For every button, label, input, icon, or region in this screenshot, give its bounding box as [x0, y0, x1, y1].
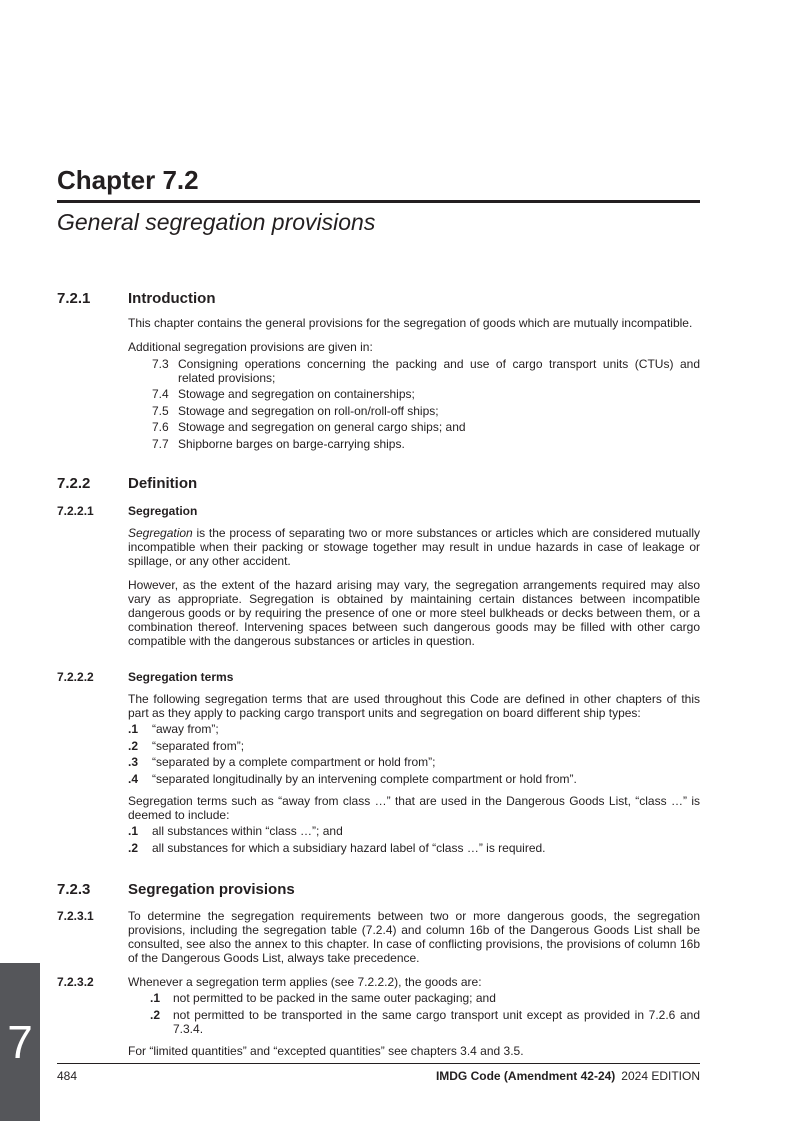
list-item [128, 739, 700, 753]
list-item [152, 420, 700, 434]
list-item-text: all substances for which a subsidiary hazard label of “class …” is required. [152, 840, 546, 855]
list-item-text: Stowage and segregation on roll-on/roll-off ships; [178, 403, 439, 418]
cross-reference-list [128, 357, 700, 451]
list-item-text: not permitted to be packed in the same outer packaging; and [173, 991, 496, 1005]
list-item-number: 7.6 [152, 420, 169, 434]
subsection-number: 7.2.3.2 [57, 974, 94, 989]
defined-term: Segregation [128, 525, 193, 540]
section-number: 7.2.1 [57, 290, 91, 307]
edition-title: IMDG Code (Amendment 42-24) [435, 1069, 616, 1083]
list-item [150, 1008, 700, 1036]
list-item [128, 755, 700, 769]
list-item [128, 841, 700, 855]
page-footer [57, 1069, 700, 1083]
list-item-number: .4 [128, 771, 139, 786]
subsection-number: 7.2.2.2 [57, 669, 94, 684]
list-item [128, 824, 700, 838]
paragraph: However, as the extent of the hazard arising may vary, the segregation arrangements required may also vary as appropriate. Segregation is obtained by maintaining certain distances between incompatible dangerous goods or by requiring the presence of one or more steel bulkheads or decks between them, or a combination thereof. Intervening spaces between such dangerous goods may be filled with other cargo compatible with the dangerous substances or articles in question. [128, 577, 700, 648]
part-7-side-tab [0, 963, 40, 1121]
page-number: 484 [57, 1069, 78, 1083]
list-item-number: 7.5 [152, 403, 169, 418]
list-item-text: “away from”; [152, 722, 219, 736]
list-item [128, 722, 700, 736]
list-item-text: Stowage and segregation on general cargo ships; and [178, 420, 466, 434]
list-item [150, 991, 700, 1005]
list-item-text: Consigning operations concerning the packing and use of cargo transport units (CTUs) and related provisions; [178, 356, 700, 385]
list-item-text: “separated by a complete compartment or hold from”; [152, 755, 436, 769]
segregation-terms-list [128, 722, 700, 786]
part-number: 7 [7, 1016, 33, 1068]
paragraph-text: is the process of separating two or more substances or articles which are considered mutually incompatible when their packing or stowage together may result in undue hazards in case of leakage or spillage, or any other accident. [128, 525, 700, 568]
list-item [128, 772, 700, 786]
chapter-title: Chapter 7.2 [57, 165, 199, 195]
list-item-number: .2 [128, 738, 139, 753]
paragraph [128, 526, 700, 568]
subsection-heading: Segregation [128, 503, 198, 518]
goods-restrictions-list [128, 991, 700, 1036]
section-heading: Segregation provisions [128, 880, 295, 898]
list-item-number: 7.4 [152, 387, 169, 401]
paragraph: The following segregation terms that are used throughout this Code are defined in other chapters of this part as they apply to packing cargo transport units and segregation on board different ship types: [128, 691, 700, 720]
paragraph: This chapter contains the general provisions for the segregation of goods which are mutually incompatible. [128, 316, 693, 330]
subsection-number: 7.2.3.1 [57, 908, 94, 923]
list-item-text: not permitted to be transported in the same cargo transport unit except as provided in 7.2.6 and 7.3.4. [173, 1007, 700, 1036]
list-item-number: .2 [150, 1007, 161, 1022]
paragraph: Segregation terms such as “away from class …” that are used in the Dangerous Goods List, “class …” is deemed to include: [128, 793, 700, 822]
chapter-subtitle: General segregation provisions [57, 209, 376, 235]
subsection-heading: Segregation terms [128, 669, 234, 684]
section-heading: Definition [128, 474, 198, 492]
list-item-text: all substances within “class …”; and [152, 824, 343, 838]
class-inclusion-list [128, 824, 700, 855]
list-item [152, 387, 700, 401]
list-item-number: 7.3 [152, 356, 169, 371]
section-7-2-3-2 [57, 975, 700, 1058]
list-item-text: “separated longitudinally by an intervening complete compartment or hold from”. [152, 771, 577, 786]
list-item [152, 404, 700, 418]
list-item-text: “separated from”; [152, 738, 245, 753]
list-item [152, 437, 700, 451]
edition-year: 2024 EDITION [621, 1069, 700, 1083]
list-item-number: 7.7 [152, 436, 169, 451]
subsection-number: 7.2.2.1 [57, 503, 94, 518]
list-item [152, 357, 700, 385]
list-item-text: Stowage and segregation on containerships; [178, 387, 415, 401]
paragraph: To determine the segregation requirements between two or more dangerous goods, the segregation provisions, including the segregation table (7.2.4) and column 16b of the Dangerous Goods List shall be consulted, see also the annex to this chapter. In case of conflicting provisions, the provisions of column 16b of the Dangerous Goods List, always take precedence. [128, 908, 700, 965]
section-number: 7.2.3 [57, 880, 91, 898]
section-7-2-2-1 [57, 504, 700, 648]
paragraph: For “limited quantities” and “excepted quantities” see chapters 3.4 and 3.5. [128, 1043, 524, 1058]
list-item-number: .1 [128, 722, 139, 736]
page-content [57, 0, 700, 1058]
list-item-number: .2 [128, 840, 139, 855]
footer-rule [57, 1063, 700, 1064]
section-7-2-3-1 [57, 909, 700, 965]
section-7-2-2-2 [57, 670, 700, 855]
section-7-2-3 [57, 881, 700, 899]
paragraph: Whenever a segregation term applies (see 7.2.2.2), the goods are: [128, 974, 482, 989]
paragraph: Additional segregation provisions are given in: [128, 340, 373, 354]
section-7-2-2 [57, 475, 700, 493]
list-item-number: .1 [150, 991, 161, 1005]
section-7-2-1 [57, 290, 700, 451]
list-item-text: Shipborne barges on barge-carrying ships. [178, 436, 405, 451]
section-heading: Introduction [128, 290, 216, 307]
list-item-number: .1 [128, 824, 139, 838]
list-item-number: .3 [128, 755, 139, 769]
chapter-header [57, 165, 700, 235]
chapter-rule [57, 200, 700, 203]
section-number: 7.2.2 [57, 474, 91, 492]
edition-note [436, 1069, 700, 1083]
